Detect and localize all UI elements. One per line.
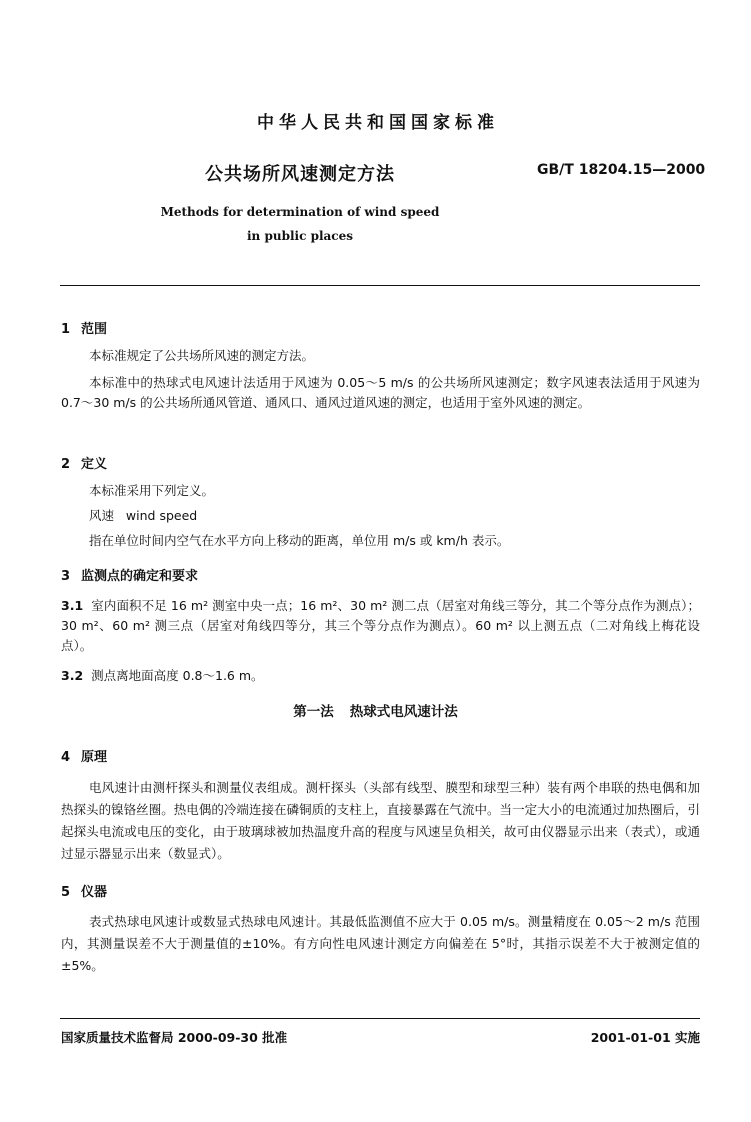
english-title-line1: Methods for determination of wind speed [160,205,440,219]
section-number: 3 [61,569,71,584]
method-title: 热球式电风速计法 [349,704,458,720]
section-number: 4 [61,750,71,765]
section-4-paragraph: 电风速计由测杆探头和测量仪表组成。测杆探头（头部有线型、膜型和球型三种）装有两个串联的热电偶和加热探头的镍铬丝圈。热电偶的冷端连接在磷铜质的支柱上，直接暴露在气流中。当一定大小的电流通过加热圈后，引起探头电流或电压的变化，由于玻璃球被加热温度升高的程度与风速呈负相关，故可由仪器显示出来（表式），或通过显示器显示出来（数显式）。 [61,780,700,861]
clause-number: 3.2 [61,668,84,683]
definition-term: 风速 wind speed [89,508,198,523]
section-5-heading [61,881,107,900]
document-title: 公共场所风速测定方法 [205,164,395,185]
approval-line: 国家质量技术监督局 2000-09-30 批准 [61,1030,288,1045]
section-5-paragraph: 表式热球电风速计或数显式热球电风速计。其最低监测值不应大于 0.05 m/s。测量精度在 0.05～2 m/s 范围内，其测量误差不大于测量值的±10%。有方向性电风速计测定方向偏差在 5°时，其指示误差不大于被测定值的±5%。 [61,914,700,973]
section-3-heading [61,565,198,584]
clause-text: 测点离地面高度 0.8～1.6 m。 [91,668,264,683]
clause-number: 3.1 [61,598,84,613]
section-2-paragraph-1: 本标准采用下列定义。 [89,483,215,498]
section-number: 2 [61,457,71,472]
method-label: 第一法 [293,704,334,720]
english-title-line2: in public places [247,229,353,243]
clause-3-2 [61,666,700,686]
section-title: 原理 [81,750,108,765]
section-number: 5 [61,885,71,900]
section-number: 1 [61,322,71,337]
section-title: 监测点的确定和要求 [81,569,199,584]
section-4-heading [61,746,107,765]
clause-3-1 [61,596,700,656]
section-title: 仪器 [81,885,108,900]
section-1-paragraph-2: 本标准中的热球式电风速计法适用于风速为 0.05～5 m/s 的公共场所风速测定；数字风速表法适用于风速为 0.7～30 m/s 的公共场所通风管道、通风口、通风过道风速的测定，也适用于室外风速的测定。 [61,375,700,410]
definition-text: 指在单位时间内空气在水平方向上移动的距离，单位用 m/s 或 km/h 表示。 [89,533,510,548]
section-title: 范围 [81,322,108,337]
header-divider [60,285,700,286]
standard-number: GB/T 18204.15—2000 [537,162,706,178]
footer-divider [60,1018,700,1019]
section-title: 定义 [81,457,108,472]
section-1-paragraph-1: 本标准规定了公共场所风速的测定方法。 [89,348,315,363]
section-1-heading [61,318,107,337]
clause-text: 室内面积不足 16 m² 测室中央一点；16 m²、30 m² 测二点（居室对角线三等分，其二个等分点作为测点）；30 m²、60 m² 测三点（居室对角线四等分，其三个等分点作为测点）。60 m² 以上测五点（二对角线上梅花设点）。 [61,598,700,653]
main-title: 中华人民共和国国家标准 [257,113,499,133]
implementation-date: 2001-01-01 实施 [590,1030,700,1045]
section-2-heading [61,453,107,472]
method-1-heading [0,700,751,720]
